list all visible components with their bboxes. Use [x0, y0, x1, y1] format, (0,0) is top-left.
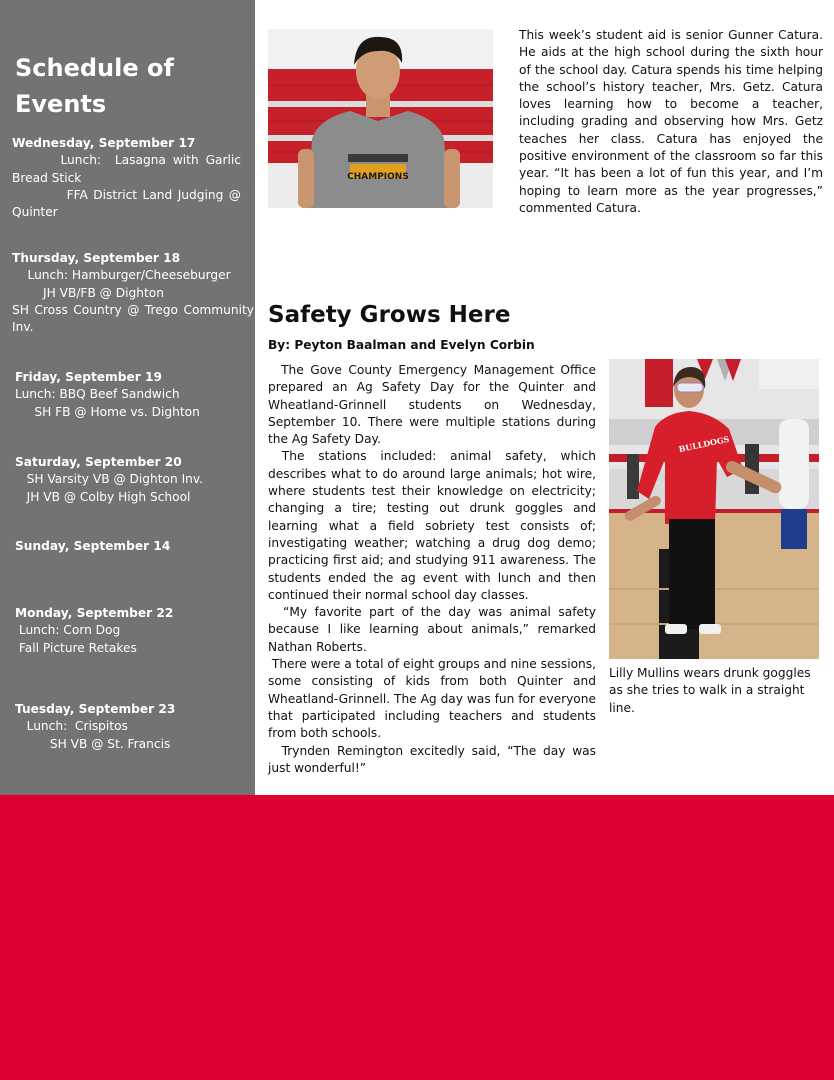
schedule-day-heading: Friday, September 19 — [15, 370, 162, 384]
schedule-line: Lunch: Hamburger/Cheeseburger — [12, 268, 231, 283]
schedule-line: Lunch: Crispitos — [15, 719, 128, 734]
article-paragraph: The Gove County Emergency Management Office prepared an Ag Safety Day for the Quinter and Wheatland-Grinnell students on Wednesday, September 10. There were multiple stations during the Ag Safety Day. — [268, 363, 600, 447]
student-aid-photo — [268, 29, 493, 208]
schedule-line: Lunch: BBQ Beef Sandwich — [15, 387, 180, 402]
schedule-line: SH Cross Country @ Trego Community Inv. — [12, 302, 258, 335]
schedule-line: Fall Picture Retakes — [15, 640, 137, 655]
schedule-day-friday — [15, 369, 245, 421]
schedule-title: Schedule of Events — [15, 54, 174, 118]
schedule-day-tuesday — [15, 701, 245, 753]
article-headline: Safety Grows Here — [268, 302, 511, 328]
schedule-day-heading: Thursday, September 18 — [12, 251, 181, 265]
schedule-day-heading: Monday, September 22 — [15, 606, 174, 620]
article-paragraph: There were a total of eight groups and nine sessions, some consisting of kids from both Quinter and Wheatland-Grinnell. The Ag day was fun for everyone that participated including teachers and students from both schools. — [268, 657, 600, 741]
safety-day-photo — [609, 359, 819, 659]
article-body — [268, 362, 600, 777]
article-byline: By: Peyton Baalman and Evelyn Corbin — [268, 338, 535, 352]
schedule-day-thursday — [12, 250, 258, 336]
bottom-red-band — [0, 795, 834, 1080]
schedule-line: JH VB/FB @ Dighton — [12, 285, 164, 300]
schedule-line: FFA District Land Judging @ Quinter — [12, 187, 245, 220]
schedule-day-monday — [15, 605, 245, 657]
schedule-line: SH VB @ St. Francis — [15, 736, 171, 751]
schedule-day-heading: Saturday, September 20 — [15, 455, 182, 469]
schedule-line: Lunch: Corn Dog — [15, 623, 121, 638]
schedule-day-wednesday — [12, 135, 245, 221]
shirt-text: CHAMPIONS — [347, 172, 409, 182]
schedule-day-heading: Sunday, September 14 — [15, 539, 171, 553]
article-paragraph: “My favorite part of the day was animal safety because I like learning about animals,” remarked Nathan Roberts. — [268, 605, 600, 654]
schedule-line: Lunch: Lasagna with Garlic Bread Stick — [12, 153, 245, 185]
student-aid-text: This week’s student aid is senior Gunner Catura. He aids at the high school during the sixth hour of the school day. Catura spends his time helping the school’s history teacher, Mrs. Getz. Catura loves learning how to become a teacher, including grading and observing how Mrs. Getz teaches her class. Catura has enjoyed the positive environment of the classroom so far this year. “It has been a lot of fun this year, and I’m hoping to learn more as the year progresses,” commented Catura. — [519, 28, 823, 215]
article-paragraph: Trynden Remington excitedly said, “The day was just wonderful!” — [268, 743, 600, 775]
article-paragraph: The stations included: animal safety, which describes what to do around large animals; hot wire, where students test their knowledge on electricity; changing a tire; testing out drunk goggles and learning what a field sobriety test consists of; investigating weather; watching a drug dog demo; practicing first aid; and studying 911 awareness. The students ended the ag event with lunch and then continued their normal school day classes. — [268, 449, 600, 602]
schedule-day-heading: Tuesday, September 23 — [15, 702, 176, 716]
schedule-day-heading: Wednesday, September 17 — [12, 136, 196, 150]
schedule-day-sunday — [15, 538, 245, 555]
photo-caption: Lilly Mullins wears drunk goggles as she tries to walk in a straight line. — [609, 666, 811, 715]
schedule-line: JH VB @ Colby High School — [15, 489, 191, 504]
shirt-text: BULLDOGS — [677, 433, 731, 455]
schedule-sidebar — [0, 0, 258, 795]
schedule-line: SH FB @ Home vs. Dighton — [15, 404, 200, 419]
schedule-line: SH Varsity VB @ Dighton Inv. — [15, 472, 204, 487]
schedule-day-saturday — [15, 454, 245, 506]
